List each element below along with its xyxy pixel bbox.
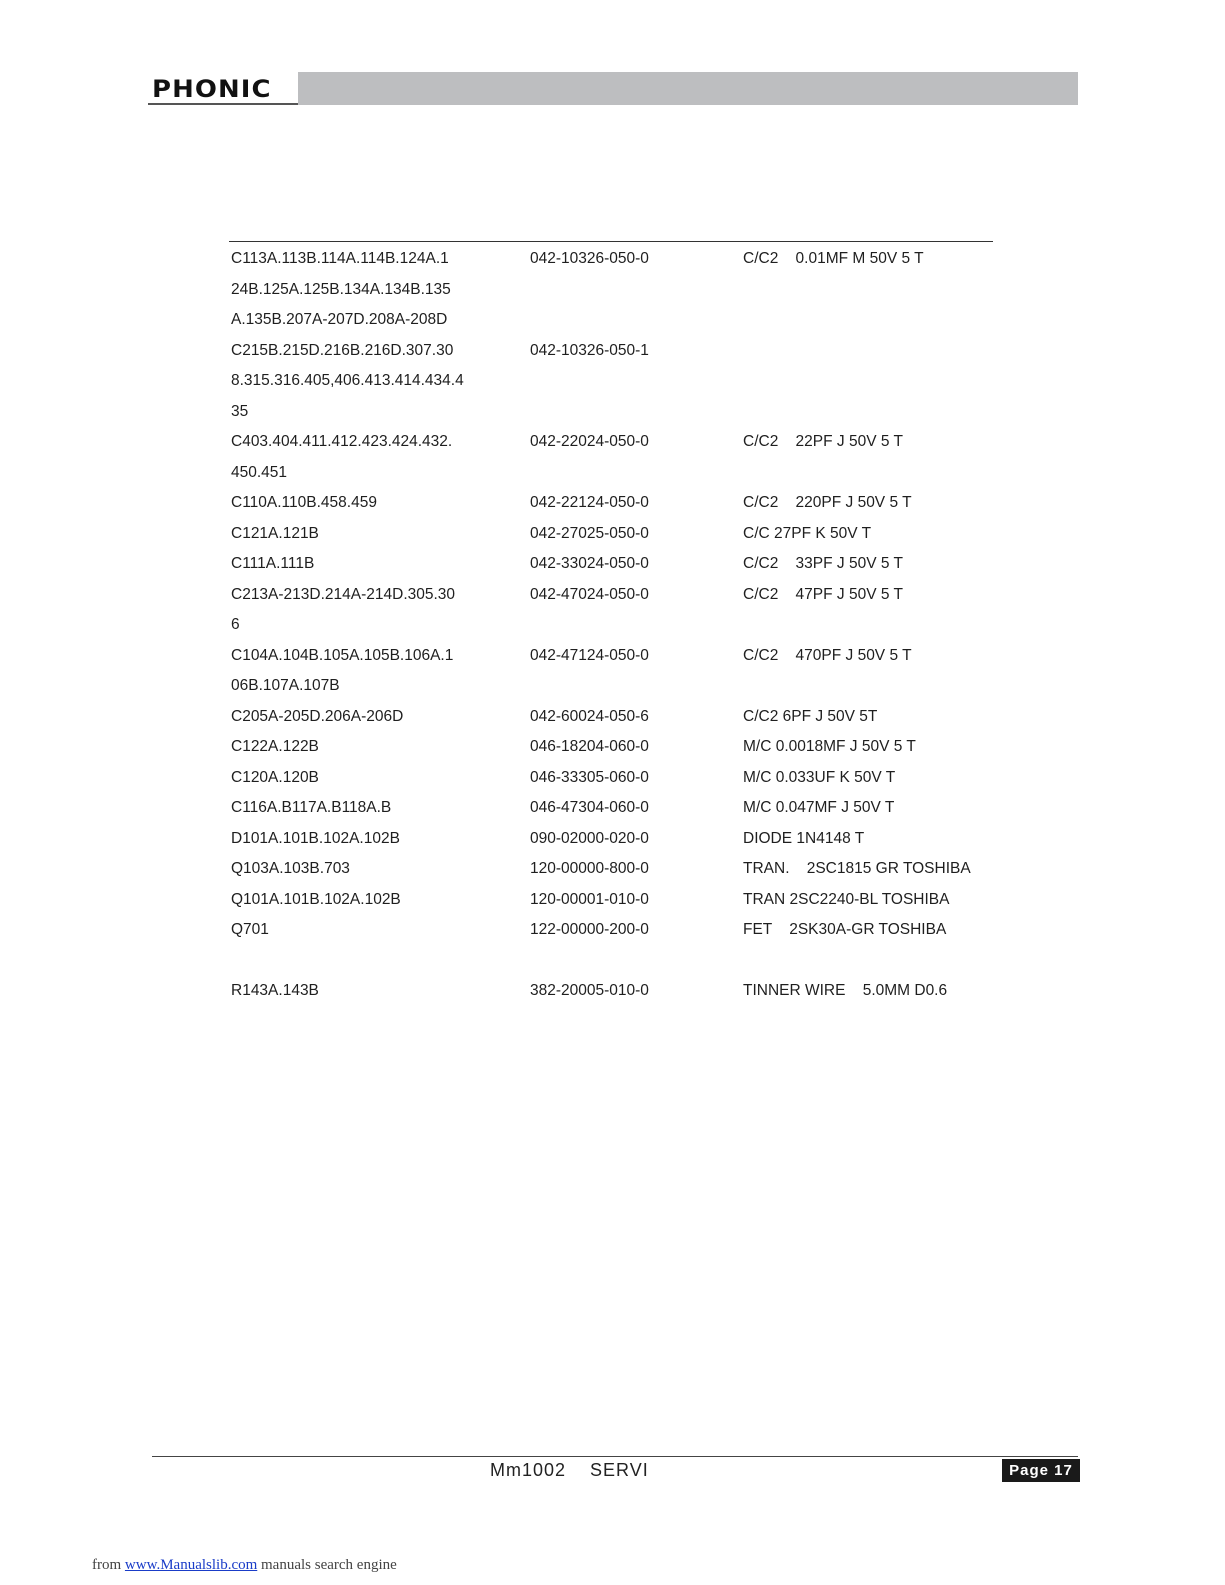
ref-designator-line: 35 xyxy=(231,402,249,420)
parts-row xyxy=(231,702,1001,733)
ref-designator-cell xyxy=(231,885,530,916)
part-number-cell: 042-47024-050-0 xyxy=(530,585,649,603)
ref-designator-line: 450.451 xyxy=(231,463,288,481)
description-cell xyxy=(743,336,1001,367)
description-cell: M/C 0.0018MF J 50V 5 T xyxy=(743,738,916,755)
parts-row xyxy=(231,244,1001,336)
description-cell: C/C2 47PF J 50V 5 T xyxy=(743,585,903,603)
part-number-cell: 042-33024-050-0 xyxy=(530,555,649,572)
footer-rule xyxy=(152,1456,1078,1457)
parts-row xyxy=(231,854,1001,885)
logo-underline xyxy=(148,103,298,105)
table-top-rule xyxy=(229,241,993,242)
page-number-badge: Page 17 xyxy=(1002,1459,1080,1482)
part-number-cell: 046-33305-060-0 xyxy=(530,768,649,786)
parts-row xyxy=(231,732,1001,763)
ref-designator-line: C120A.120B xyxy=(231,768,319,786)
ref-designator-cell xyxy=(231,763,530,794)
ref-designator-line: C403.404.411.412.423.424.432. xyxy=(231,433,453,450)
ref-designator-line: C110A.110B.458.459 xyxy=(231,494,377,511)
parts-row xyxy=(231,336,1001,428)
parts-row xyxy=(231,641,1001,702)
ref-designator-cell xyxy=(231,702,530,733)
parts-row xyxy=(231,976,1001,1007)
description-cell: C/C2 22PF J 50V 5 T xyxy=(743,433,903,450)
description-cell: TINNER WIRE 5.0MM D0.6 xyxy=(743,982,948,999)
ref-designator-line: 24B.125A.125B.134A.134B.135 xyxy=(231,280,451,298)
parts-row xyxy=(231,885,1001,916)
ref-designator-cell xyxy=(231,580,530,641)
ref-designator-line: Q101A.101B.102A.102B xyxy=(231,890,401,908)
ref-designator-line: C213A-213D.214A-214D.305.30 xyxy=(231,585,456,603)
part-number-cell: 046-47304-060-0 xyxy=(530,799,649,816)
parts-list-table xyxy=(231,244,1001,1007)
ref-designator-line: 06B.107A.107B xyxy=(231,677,340,694)
ref-designator-line: C111A.111B xyxy=(231,555,315,572)
ref-designator-line: C121A.121B xyxy=(231,524,319,542)
ref-designator-cell xyxy=(231,549,530,580)
part-number-cell: 122-00000-200-0 xyxy=(530,921,649,938)
ref-designator-line: A.135B.207A-207D.208A-208D xyxy=(231,311,448,328)
source-suffix: manuals search engine xyxy=(257,1557,397,1573)
ref-designator-line: C104A.104B.105A.105B.106A.1 xyxy=(231,646,454,664)
header-gray-band xyxy=(298,72,1078,105)
description-cell: TRAN 2SC2240-BL TOSHIBA xyxy=(743,890,950,908)
description-cell: C/C2 0.01MF M 50V 5 T xyxy=(743,250,924,267)
source-prefix: from xyxy=(92,1557,125,1573)
ref-designator-line: C122A.122B xyxy=(231,738,319,755)
parts-row xyxy=(231,580,1001,641)
description-cell: TRAN. 2SC1815 GR TOSHIBA xyxy=(743,860,971,877)
ref-designator-line: D101A.101B.102A.102B xyxy=(231,829,400,847)
ref-designator-line: C116A.B117A.B118A.B xyxy=(231,799,392,816)
ref-designator-line xyxy=(231,946,530,977)
ref-designator-line: Q103A.103B.703 xyxy=(231,860,350,877)
ref-designator-cell xyxy=(231,976,530,1007)
description-cell: DIODE 1N4148 T xyxy=(743,829,865,847)
ref-designator-line: C113A.113B.114A.114B.124A.1 xyxy=(231,250,449,267)
parts-row xyxy=(231,519,1001,550)
part-number-cell: 120-00001-010-0 xyxy=(530,890,649,908)
ref-designator-line: 8.315.316.405,406.413.414.434.4 xyxy=(231,372,464,389)
description-cell: C/C 27PF K 50V T xyxy=(743,524,872,542)
source-credit xyxy=(92,1557,397,1574)
parts-row xyxy=(231,488,1001,519)
description-cell: C/C2 6PF J 50V 5T xyxy=(743,707,878,725)
ref-designator-cell xyxy=(231,732,530,763)
ref-designator-line: C205A-205D.206A-206D xyxy=(231,707,404,725)
manualslib-link[interactable]: www.Manualslib.com xyxy=(124,1557,258,1573)
description-cell: FET 2SK30A-GR TOSHIBA xyxy=(743,921,947,938)
parts-row xyxy=(231,793,1001,824)
parts-row xyxy=(231,427,1001,488)
part-number-cell: 046-18204-060-0 xyxy=(530,738,649,755)
description-cell: C/C2 33PF J 50V 5 T xyxy=(743,555,903,572)
page-header xyxy=(148,72,1078,105)
ref-designator-cell xyxy=(231,519,530,550)
ref-designator-cell xyxy=(231,336,530,428)
ref-designator-cell xyxy=(231,427,530,488)
ref-designator-cell xyxy=(231,641,530,702)
ref-designator-cell xyxy=(231,488,530,519)
ref-designator-line: Q701 xyxy=(231,921,269,938)
parts-row xyxy=(231,824,1001,855)
ref-designator-line: 6 xyxy=(231,616,240,633)
ref-designator-line: C215B.215D.216B.216D.307.30 xyxy=(231,341,454,359)
parts-row xyxy=(231,915,1001,976)
part-number-cell: 042-10326-050-0 xyxy=(530,250,649,267)
ref-designator-cell xyxy=(231,824,530,855)
part-number-cell: 382-20005-010-0 xyxy=(530,982,649,999)
ref-designator-cell xyxy=(231,793,530,824)
part-number-cell: 042-10326-050-1 xyxy=(530,341,649,359)
part-number-cell: 042-27025-050-0 xyxy=(530,524,649,542)
ref-designator-cell xyxy=(231,915,530,976)
part-number-cell: 090-02000-020-0 xyxy=(530,829,649,847)
ref-designator-line: R143A.143B xyxy=(231,982,319,999)
part-number-cell: 042-22124-050-0 xyxy=(530,494,649,511)
part-number-cell: 042-22024-050-0 xyxy=(530,433,649,450)
ref-designator-cell xyxy=(231,244,530,336)
description-cell: M/C 0.047MF J 50V T xyxy=(743,799,895,816)
description-cell: M/C 0.033UF K 50V T xyxy=(743,768,896,786)
part-number-cell: 042-60024-050-6 xyxy=(530,707,649,725)
phonic-logo: PHONIC xyxy=(152,75,272,103)
part-number-cell: 120-00000-800-0 xyxy=(530,860,649,877)
parts-row xyxy=(231,763,1001,794)
parts-row xyxy=(231,549,1001,580)
ref-designator-cell xyxy=(231,854,530,885)
description-cell: C/C2 220PF J 50V 5 T xyxy=(743,494,912,511)
part-number-cell: 042-47124-050-0 xyxy=(530,646,649,664)
footer-title: Mm1002 SERVI xyxy=(490,1460,649,1480)
description-cell: C/C2 470PF J 50V 5 T xyxy=(743,646,912,664)
